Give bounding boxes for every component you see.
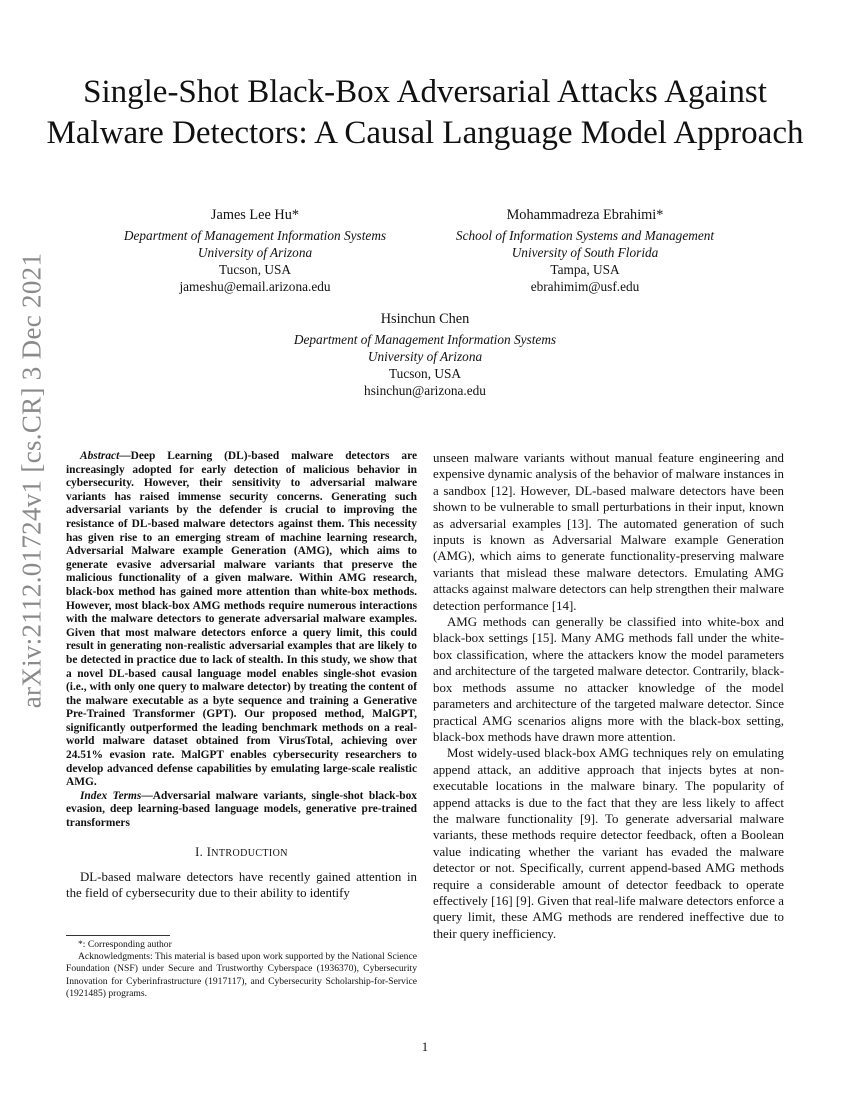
page-number: 1	[421, 1040, 429, 1054]
author-department: Department of Management Information Systems	[293, 332, 557, 347]
author-city: Tucson, USA	[219, 262, 291, 277]
abstract	[66, 450, 417, 790]
index-terms-text: —Adversarial malware variants, single-shot black-box evasion, deep learning-based language models, generative pre-trained transformers	[66, 789, 417, 830]
author-department: Department of Management Information Systems	[123, 228, 387, 243]
author-block-2	[430, 207, 740, 295]
abstract-text: —Deep Learning (DL)-based malware detectors are increasingly adopted for early detection of malicious behavior in cybersecurity. However, their sensitivity to adversarial malware variants has raised immense security concerns. Generating such adversarial variants by the defender is crucial to improving the resistance of DL-based malware detectors against them. This necessity has given rise to an emerging stream of machine learning research, Adversarial Malware example Generation (AMG), which aims to generate evasive adversarial malware variants that preserve the malicious functionality of a given malware. Within AMG research, black-box method has gained more attention than white-box methods. However, most black-box AMG methods require numerous interactions with the malware detectors to generate adversarial malware examples. Given that most malware detectors enforce a query limit, this could result in generating non-realistic adversarial examples that are likely to be detected in practice due to lack of stealth. In this study, we show that a novel DL-based causal language model enables single-shot evasion (i.e., with only one query to malware detector) by treating the content of the malware executable as a byte sequence and training a Generative Pre-Trained Transformer (GPT). Our proposed method, MalGPT, significantly outperformed the leading benchmark methods on a real-world malware dataset obtained from VirusTotal, achieving over 24.51% evasion rate. MalGPT enables cybersecurity researchers to develop advanced defense capabilities by emulating large-scale realistic AMG.	[66, 450, 417, 789]
author-department: School of Information Systems and Management	[455, 228, 715, 243]
left-column	[66, 450, 417, 902]
author-block-1	[100, 207, 410, 295]
body-paragraph: unseen malware variants without manual feature engineering and expensive dynamic analysis of the behavior of malware instances in a sandbox [12]. However, DL-based malware detectors have been shown to be vulnerable to small perturbations in their input, known as adversarial examples [13]. The automated generation of such inputs is known as Adversarial Malware example Generation (AMG), which aims to generate functionality-preserving malware variants that mislead these malware detectors. Emulating AMG attacks against malware detectors can help strengthen their malware detection performance [14].	[433, 451, 784, 613]
intro-paragraph: DL-based malware detectors have recently gained attention in the field of cybersecurity due to their ability to identify	[66, 870, 417, 901]
author-name: Hsinchun Chen	[380, 311, 470, 327]
author-city: Tampa, USA	[550, 262, 620, 277]
body-paragraph: Most widely-used black-box AMG techniques rely on emulating append attack, an additive approach that injects bytes at non-executable locations in the malware binary. The popularity of append attacks is due to the fact that they are less likely to affect the malware functionality [9]. To generate adversarial malware variants, these methods require detector feedback, often a Boolean value indicating whether the variant has evaded the malware detector or not. Specifically, current append-based AMG methods require a considerable amount of detector feedback to operate effectively [16] [9]. Given that real-life malware detectors enforce a query limit, these AMG methods are rendered ineffective due to their query inefficiency.	[433, 746, 784, 941]
body-paragraph: AMG methods can generally be classified into white-box and black-box settings [15]. Many AMG methods fall under the white-box classification, where the attackers know the model parameters and architecture of the targeted malware detector. Contrarily, black-box methods assume no attacker knowledge of the model parameters and architecture of the targeted malware detector. Since practical AMG scenarios aligns more with the black-box setting, black-box methods have drawn more attention.	[433, 615, 784, 744]
footnotes	[66, 935, 417, 1000]
arxiv-identifier-text: arXiv:2112.01724v1 [cs.CR] 3 Dec 2021	[16, 252, 47, 708]
author-email: ebrahimim@usf.edu	[530, 279, 640, 294]
footnote-rule	[66, 935, 170, 936]
author-university: University of South Florida	[511, 245, 659, 260]
author-name: James Lee Hu*	[210, 207, 300, 223]
footnote: *: Corresponding author	[78, 939, 172, 950]
paper-title: Single-Shot Black-Box Adversarial Attacks Against Malware Detectors: A Causal Language Model Approach	[46, 74, 804, 151]
section-heading-introduction	[66, 844, 417, 862]
index-terms	[66, 790, 417, 831]
index-terms-label: Index Terms	[80, 789, 142, 802]
author-block-3	[270, 311, 580, 399]
right-column	[433, 450, 784, 942]
section-title-rest: NTRODUCTION	[211, 847, 288, 859]
author-name: Mohammadreza Ebrahimi*	[506, 207, 664, 223]
author-email: jameshu@email.arizona.edu	[179, 279, 331, 294]
author-city: Tucson, USA	[389, 366, 461, 381]
author-email: hsinchun@arizona.edu	[364, 383, 486, 398]
section-initial: I	[206, 844, 212, 859]
footnote: Acknowledgments: This material is based upon work supported by the National Science Foundation (NSF) under Secure and Trustworthy Cyberspace (1936370), Cybersecurity Innovation for Cyberinfrastructure (1917117), and Cybersecurity Scholarship-for-Service (1921485) programs.	[66, 951, 417, 999]
abstract-label: Abstract	[80, 450, 120, 462]
section-numeral: I.	[195, 844, 207, 859]
arxiv-identifier	[2, 252, 62, 708]
author-university: University of Arizona	[197, 245, 313, 260]
author-university: University of Arizona	[367, 349, 483, 364]
